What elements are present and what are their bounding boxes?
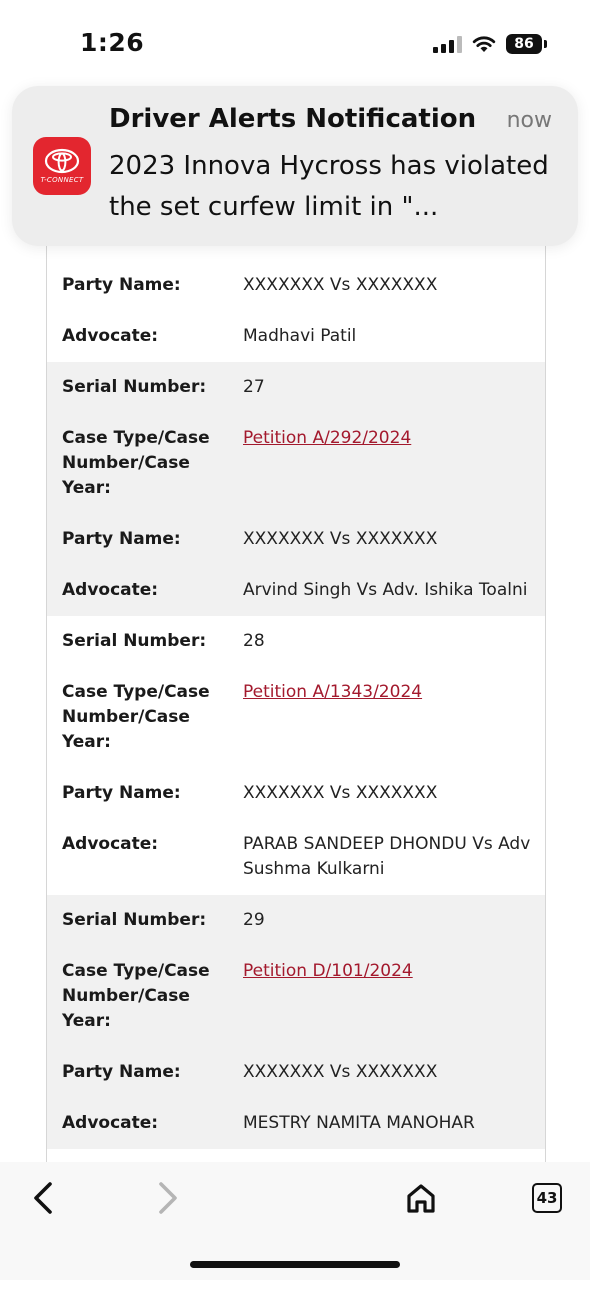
- advocate-row: [47, 819, 545, 895]
- notification-body: 2023 Innova Hycross has violated the set curfew limit in "...: [109, 151, 549, 222]
- serial-number-label: Serial Number:: [62, 377, 207, 397]
- notification-time: now: [506, 108, 552, 133]
- chevron-left-icon: [32, 1181, 54, 1215]
- serial-number-label: Serial Number:: [62, 631, 207, 651]
- case-number-link[interactable]: Petition D/101/2024: [243, 961, 413, 981]
- party-name-row: [47, 514, 545, 565]
- advocate-row: [47, 311, 545, 362]
- serial-number-row: [47, 895, 545, 946]
- battery-icon: 86: [506, 34, 542, 54]
- case-number-row: [47, 667, 545, 768]
- party-name-row: [47, 768, 545, 819]
- party-name-value: XXXXXXX Vs XXXXXXX: [243, 275, 438, 295]
- case-record: [47, 362, 545, 616]
- serial-number-value: 27: [243, 377, 265, 397]
- cellular-signal-icon: [433, 35, 462, 53]
- app-name: T-CONNECT: [40, 176, 84, 184]
- serial-number-label: Serial Number:: [62, 910, 207, 930]
- serial-number-value: 28: [243, 631, 265, 651]
- home-icon: [405, 1182, 437, 1214]
- case-record: [47, 616, 545, 895]
- case-record: [47, 895, 545, 1149]
- case-number-row: [47, 946, 545, 1047]
- party-name-label: Party Name:: [62, 783, 181, 803]
- case-number-link[interactable]: Petition A/292/2024: [243, 428, 412, 448]
- wifi-icon: [472, 35, 496, 53]
- serial-number-value: 29: [243, 910, 265, 930]
- party-name-value: XXXXXXX Vs XXXXXXX: [243, 783, 438, 803]
- advocate-label: Advocate:: [62, 580, 159, 600]
- advocate-row: [47, 1098, 545, 1149]
- home-button[interactable]: [396, 1176, 446, 1220]
- serial-number-row: [47, 616, 545, 667]
- toyota-logo-icon: [44, 148, 80, 174]
- forward-button[interactable]: [143, 1176, 193, 1220]
- case-number-link[interactable]: Petition A/1343/2024: [243, 682, 423, 702]
- party-name-label: Party Name:: [62, 275, 181, 295]
- status-icons: [433, 32, 542, 56]
- advocate-label: Advocate:: [62, 1113, 159, 1133]
- app-icon: [33, 137, 91, 195]
- party-name-row: [47, 1047, 545, 1098]
- party-name-label: Party Name:: [62, 1062, 181, 1082]
- advocate-value: Madhavi Patil: [243, 326, 357, 346]
- party-name-label: Party Name:: [62, 529, 181, 549]
- case-number-label: Case Type/Case Number/Case Year:: [62, 961, 210, 1031]
- home-indicator: [190, 1261, 400, 1268]
- party-name-value: XXXXXXX Vs XXXXXXX: [243, 529, 438, 549]
- case-number-label: Case Type/Case Number/Case Year:: [62, 682, 210, 752]
- chevron-right-icon: [157, 1181, 179, 1215]
- tabs-count-icon: 43: [532, 1183, 562, 1213]
- advocate-label: Advocate:: [62, 834, 159, 854]
- tabs-button[interactable]: [522, 1176, 572, 1220]
- advocate-label: Advocate:: [62, 326, 159, 346]
- push-notification[interactable]: [12, 86, 578, 246]
- status-bar: [0, 0, 590, 80]
- case-number-row: [47, 413, 545, 514]
- back-button[interactable]: [18, 1176, 68, 1220]
- serial-number-row: [47, 362, 545, 413]
- advocate-value: Arvind Singh Vs Adv. Ishika Toalni: [243, 580, 528, 600]
- advocate-row: [47, 565, 545, 616]
- status-time: 1:26: [80, 28, 145, 57]
- notification-title: Driver Alerts Notification: [109, 104, 477, 134]
- party-name-value: XXXXXXX Vs XXXXXXX: [243, 1062, 438, 1082]
- advocate-value: PARAB SANDEEP DHONDU Vs Adv Sushma Kulkarni: [243, 834, 531, 879]
- case-record: [47, 240, 545, 362]
- case-number-label: Case Type/Case Number/Case Year:: [62, 428, 210, 498]
- party-name-row: [47, 260, 545, 311]
- case-list: [46, 240, 546, 1162]
- advocate-value: MESTRY NAMITA MANOHAR: [243, 1113, 475, 1133]
